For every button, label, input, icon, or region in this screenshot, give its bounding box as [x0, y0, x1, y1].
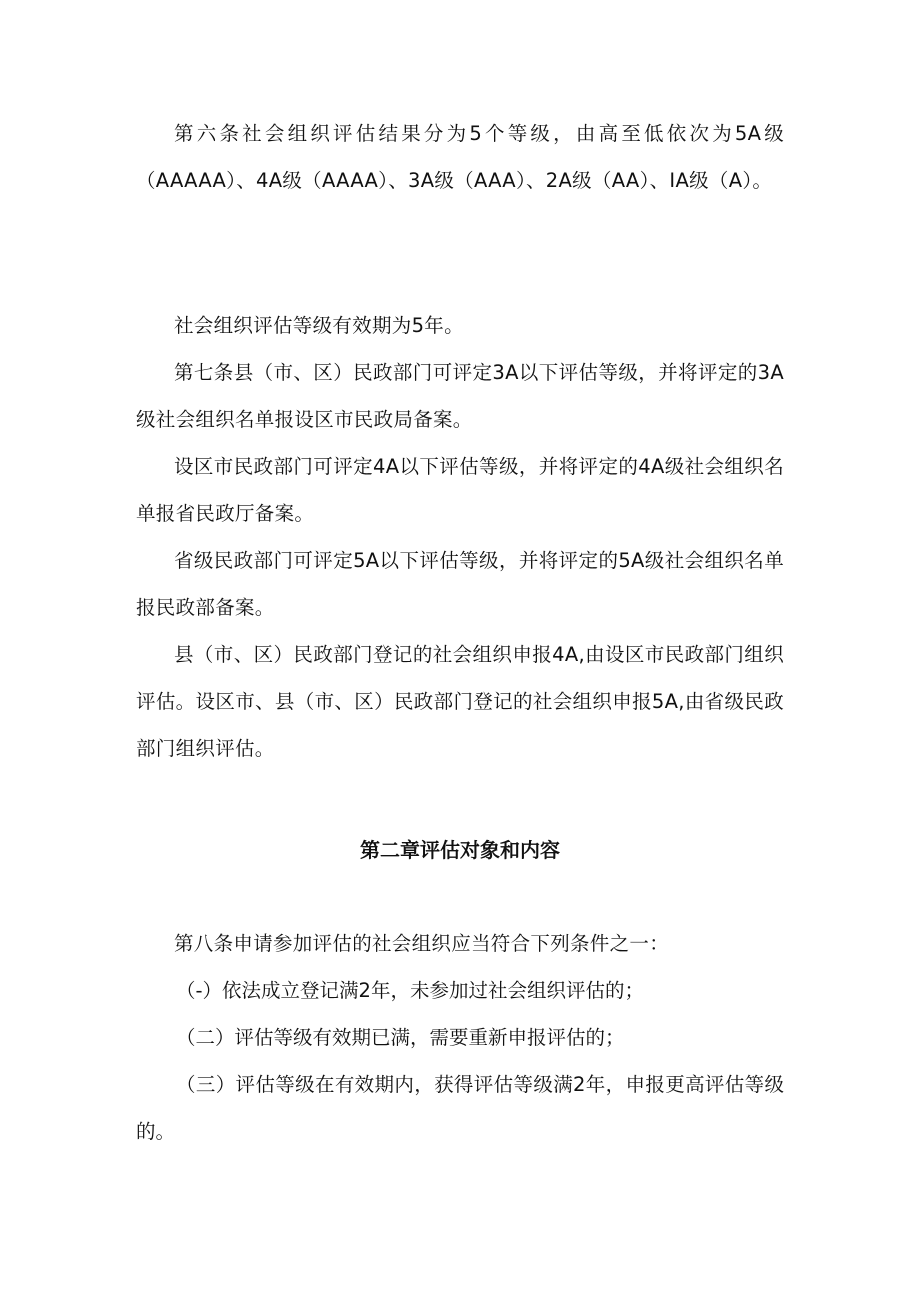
- condition-item-1: （-）依法成立登记满2年，未参加过社会组织评估的；: [176, 979, 644, 1002]
- paragraph-province-level: 省级民政部门可评定5A以下评估等级，并将评定的5A级社会组织名单报民政部备案。: [136, 549, 784, 619]
- chapter-heading: 第二章评估对象和内容: [360, 838, 560, 862]
- paragraph-article-7: 第七条县（市、区）民政部门可评定3A以下评估等级，并将评定的3A级社会组织名单报设区市民政局备案。: [136, 361, 784, 431]
- condition-item-3: （三）评估等级在有效期内，获得评估等级满2年，申报更高评估等级的。: [136, 1073, 784, 1143]
- paragraph-article-8: 第八条申请参加评估的社会组织应当符合下列条件之一：: [174, 932, 670, 955]
- paragraph-city-level: 设区市民政部门可评定4A以下评估等级，并将评定的4A级社会组织名单报省民政厅备案。: [136, 455, 784, 525]
- paragraph-validity: 社会组织评估等级有效期为5年。: [174, 314, 464, 337]
- condition-item-2: （二）评估等级有效期已满，需要重新申报评估的；: [176, 1026, 625, 1049]
- paragraph-application-route: 县（市、区）民政部门登记的社会组织申报4A,由设区市民政部门组织评估。设区市、县（市、区）民政部门登记的社会组织申报5A,由省级民政部门组织评估。: [136, 643, 784, 760]
- paragraph-article-6: 第六条社会组织评估结果分为5个等级，由高至低依次为5A级（AAAAA）、4A级（AAAA）、3A级（AAA）、2A级（AA）、IA级（A）。: [136, 122, 784, 192]
